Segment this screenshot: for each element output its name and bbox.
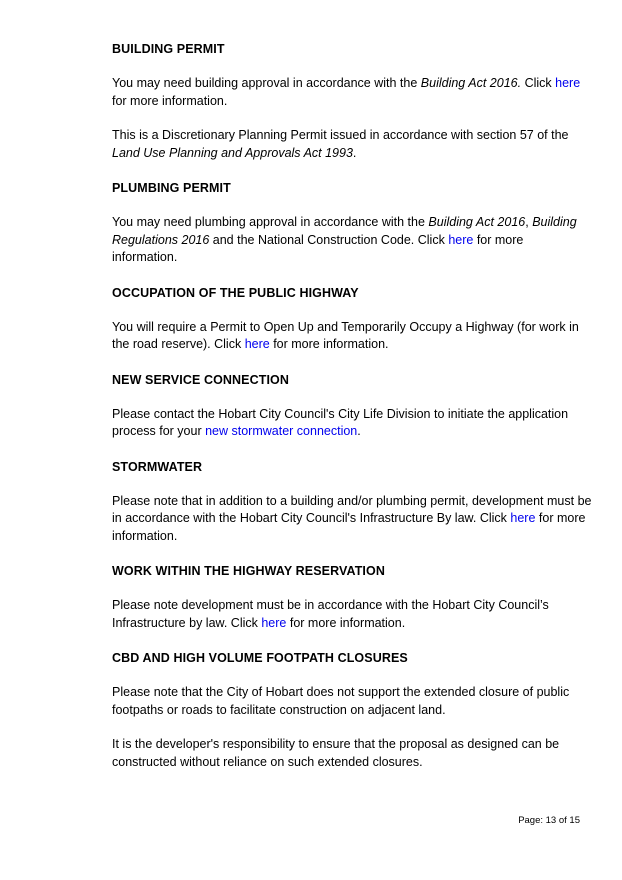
text-run: for more information.: [112, 511, 586, 543]
regulations-title: Building Regulations 2016: [112, 215, 577, 247]
act-title: Land Use Planning and Approvals Act 1993: [112, 145, 353, 160]
page-number: Page: 13 of 15: [518, 815, 580, 826]
text-run: .: [352, 145, 357, 160]
section-heading-building-permit: BUILDING PERMIT: [112, 42, 225, 56]
text-run: This is a Discretionary Planning Permit issued in accordance with section 57 of the: [112, 128, 569, 142]
public-highway-paragraph: [112, 319, 592, 354]
text-run: and the National Construction Code. Click: [209, 232, 449, 247]
highway-reservation-paragraph: [112, 597, 592, 632]
text-run: You will require a Permit to Open Up and Temporarily Occupy a Highway (for work in the road reserve). Click: [112, 319, 579, 351]
plumbing-permit-paragraph: [112, 214, 592, 267]
plumbing-permit-here-link[interactable]: here: [448, 232, 474, 247]
stormwater-paragraph: [112, 493, 592, 546]
developer-responsibility-paragraph: It is the developer's responsibility to ensure that the proposal as designed can be constructed without reliance on such extended closures.: [112, 737, 560, 769]
public-highway-here-link[interactable]: here: [244, 337, 270, 351]
footpath-closures-paragraph: Please note that the City of Hobart does not support the extended closure of public footpaths or roads to facilitate construction on adjacent land.: [112, 685, 570, 717]
text-run: Please contact the Hobart City Council's City Life Division to initiate the application process for your: [112, 406, 569, 438]
act-title: Building Act 2016: [428, 215, 526, 229]
text-run: You may need plumbing approval in accordance with the: [112, 215, 429, 229]
text-run: for more information.: [269, 337, 389, 351]
section-heading-highway-reservation: WORK WITHIN THE HIGHWAY RESERVATION: [112, 564, 385, 578]
act-title: Building Act 2016.: [420, 76, 522, 90]
text-run: Please note that in addition to a building and/or plumbing permit, development must be in accordance with the Hobart City Council's Infrastructure By law. Click: [112, 493, 592, 525]
stormwater-here-link[interactable]: here: [510, 511, 536, 525]
text-run: Click: [521, 76, 556, 90]
section-heading-public-highway: OCCUPATION OF THE PUBLIC HIGHWAY: [112, 285, 359, 300]
discretionary-permit-paragraph: [112, 127, 592, 162]
stormwater-connection-link[interactable]: new stormwater connection: [205, 424, 358, 438]
section-heading-stormwater: STORMWATER: [112, 459, 203, 474]
section-heading-plumbing-permit: PLUMBING PERMIT: [112, 181, 231, 195]
text-run: for more information.: [286, 615, 406, 630]
building-permit-paragraph: [112, 75, 592, 110]
section-heading-new-service-connection: NEW SERVICE CONNECTION: [112, 372, 289, 387]
building-permit-here-link[interactable]: here: [555, 76, 581, 90]
text-run: ,: [525, 215, 533, 229]
section-heading-footpath-closures: CBD AND HIGH VOLUME FOOTPATH CLOSURES: [112, 651, 408, 665]
service-connection-paragraph: [112, 406, 592, 441]
text-run: for more information.: [112, 232, 524, 264]
text-run: Please note development must be in accordance with the Hobart City Council’s Infrastructure by law. Click: [112, 598, 549, 630]
document-page: [112, 40, 592, 788]
text-run: .: [357, 424, 361, 438]
highway-reservation-here-link[interactable]: here: [261, 615, 287, 630]
text-run: You may need building approval in accordance with the: [112, 76, 421, 90]
text-run: for more information.: [112, 93, 228, 108]
